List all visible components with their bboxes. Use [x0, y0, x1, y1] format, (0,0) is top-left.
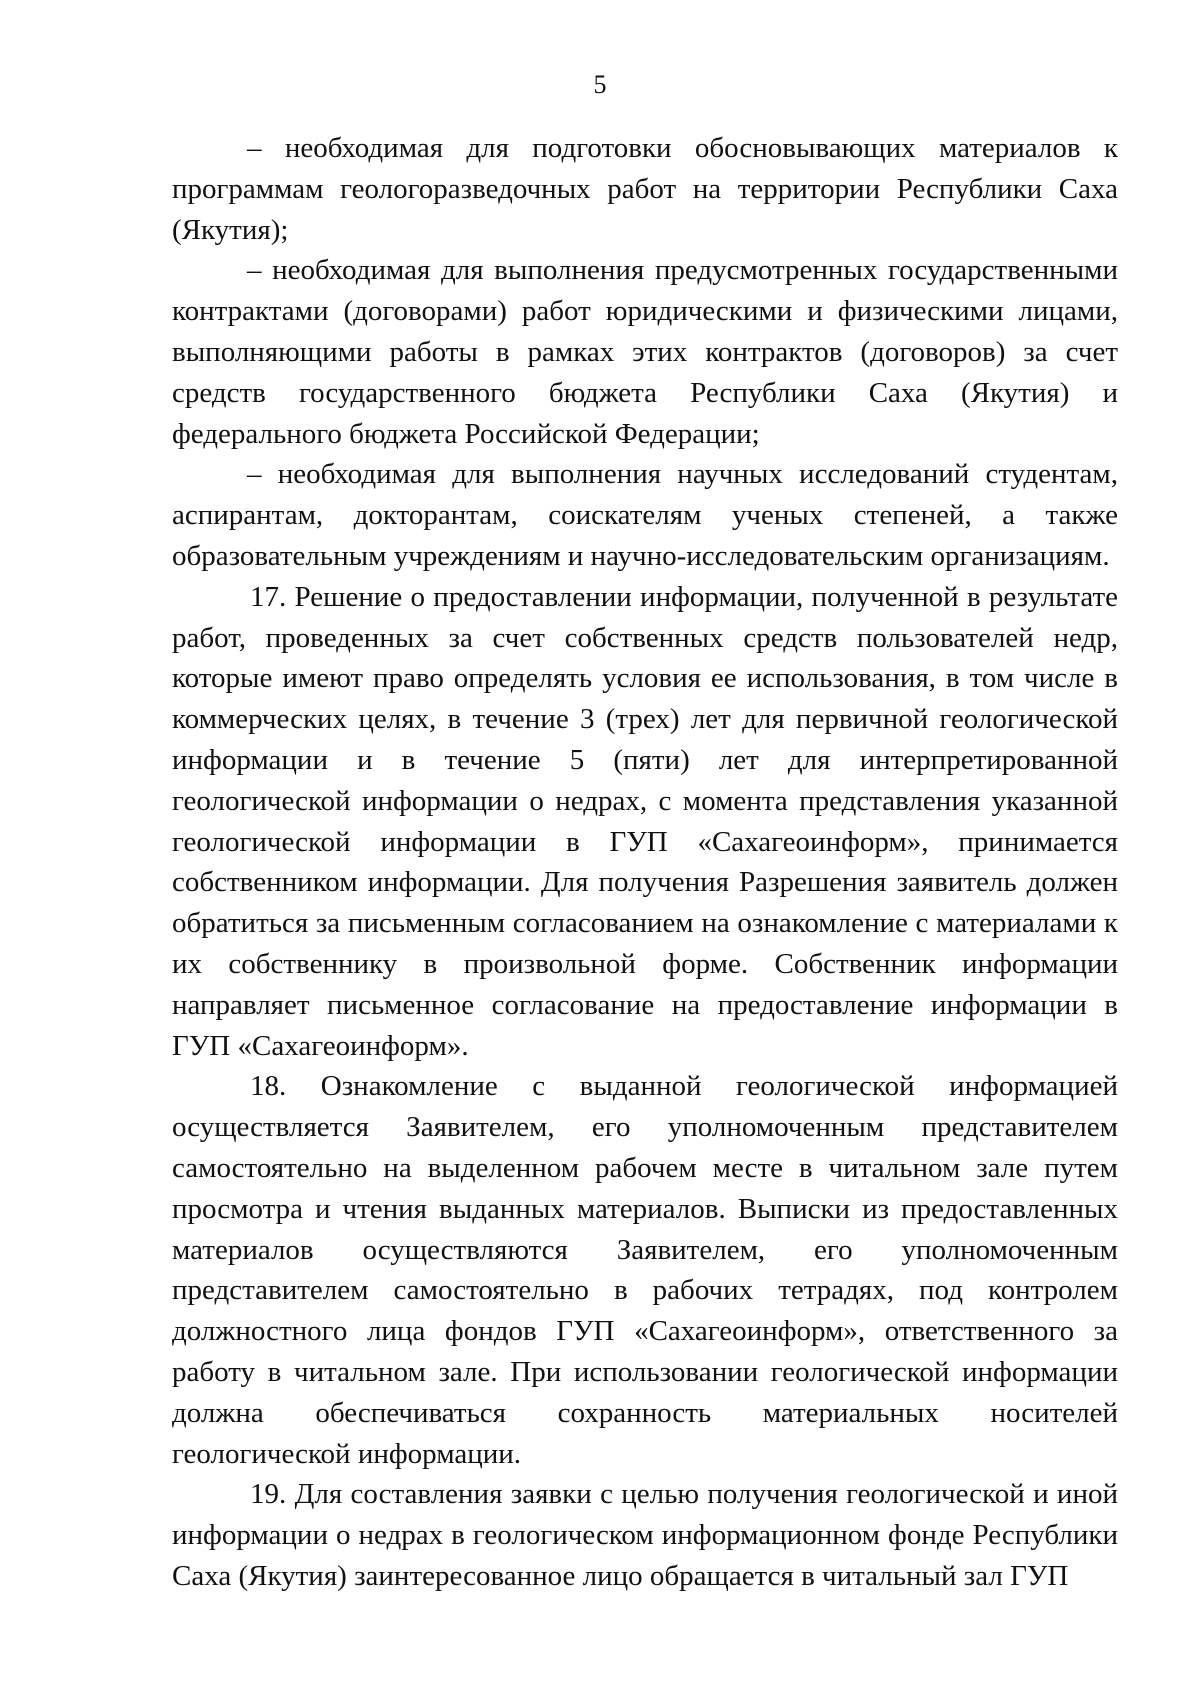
- paragraph-clause-19: 19. Для составления заявки с целью получения геологической и иной информации о недрах в геологическом информационном фонде Республики Саха (Якутия) заинтересованное лицо обращается в читальный зал ГУП: [172, 1478, 1118, 1592]
- paragraph-dash-item-3: – необходимая для выполнения научных исследований студентам, аспирантам, докторантам, соискателям ученых степеней, а также образовательным учреждениям и научно-исследовательским организациям.: [172, 458, 1118, 572]
- page-number: 5: [593, 70, 607, 99]
- paragraph-clause-17: 17. Решение о предоставлении информации, полученной в результате работ, проведенных за счет собственных средств пользователей недр, которые имеют право определять условия ее использования, в том числе в коммерческих целях, в течение 3 (трех) лет для первичной геологической информации и в течение 5 (пяти) лет для интерпретированной геологической информации о недрах, с момента представления указанной геологической информации в ГУП «Сахагеоинформ», принимается собственником информации. Для получения Разрешения заявитель должен обратиться за письменным согласованием на ознакомление с материалами к их собственнику в произвольной форме. Собственник информации направляет письменное согласование на предоставление информации в ГУП «Сахагеоинформ».: [172, 580, 1118, 1062]
- document-body: [172, 128, 1118, 1597]
- paragraph-dash-item-2: – необходимая для выполнения предусмотренных государственными контрактами (договорами) работ юридическими и физическими лицами, выполняющими работы в рамках этих контрактов (договоров) за счет средств государственного бюджета Республики Саха (Якутия) и федерального бюджета Российской Федерации;: [172, 254, 1118, 450]
- paragraph-clause-18: 18. Ознакомление с выданной геологической информацией осуществляется Заявителем, его уполномоченным представителем самостоятельно на выделенном рабочем месте в читальном зале путем просмотра и чтения выданных материалов. Выписки из предоставленных материалов осуществляются Заявителем, его уполномоченным представителем самостоятельно в рабочих тетрадях, под контролем должностного лица фондов ГУП «Сахагеоинформ», ответственного за работу в читальном зале. При использовании геологической информации должна обеспечиваться сохранность материальных носителей геологической информации.: [172, 1070, 1118, 1470]
- paragraph-dash-item-1: – необходимая для подготовки обосновывающих материалов к программам геологоразведочных работ на территории Республики Саха (Якутия);: [172, 132, 1118, 246]
